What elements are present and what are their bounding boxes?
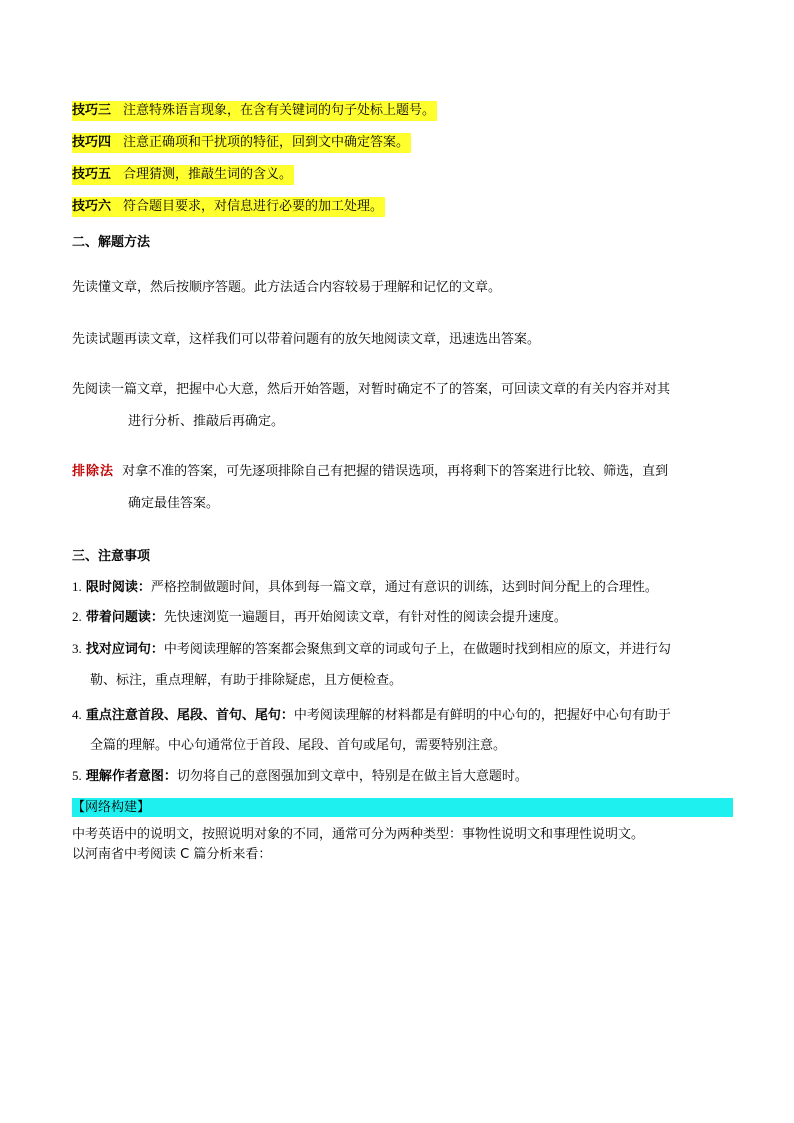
network-line-2: 以河南省中考阅读 C 篇分析来看： (72, 847, 272, 862)
tip-3 (72, 101, 437, 121)
method-paragraph-1: 先读懂文章，然后按顺序答题。此方法适合内容较易于理解和记忆的文章。 (72, 280, 502, 295)
tip-label: 技巧三 (72, 103, 112, 118)
note-item-1 (72, 577, 658, 598)
note-label: 带着问题读： (85, 610, 164, 625)
network-section-bar (72, 798, 733, 817)
section-heading-notes: 三、注意事项 (72, 549, 151, 564)
tip-text: 注意正确项和干扰项的特征，回到文中确定答案。 (123, 135, 410, 150)
tip-text: 注意特殊语言现象，在含有关键词的句子处标上题号。 (123, 103, 436, 118)
note-label: 找对应词句： (85, 642, 164, 657)
tip-5 (72, 165, 294, 185)
note-text: 严格控制做题时间，具体到每一篇文章，通过有意识的训练，达到时间分配上的合理性。 (150, 580, 658, 595)
note-label: 重点注意首段、尾段、首句、尾句： (85, 708, 294, 723)
network-section-title: 【网络构建】 (72, 800, 151, 815)
method-paragraph-2: 先读试题再读文章，这样我们可以带着问题有的放矢地阅读文章，迅速选出答案。 (72, 332, 541, 347)
note-number: 1. (72, 579, 82, 594)
note-text: 中考阅读理解的答案都会聚焦到文章的词或句子上，在做题时找到相应的原文，并进行勾 (163, 642, 671, 657)
note-number: 2. (72, 609, 82, 624)
note-text: 中考阅读理解的材料都是有鲜明的中心句的，把握好中心句有助于 (293, 708, 671, 723)
tip-4 (72, 133, 411, 153)
tip-label: 技巧六 (72, 199, 112, 214)
section-heading-methods: 二、解题方法 (72, 235, 151, 250)
elimination-method-label: 排除法 (72, 464, 115, 479)
tip-text: 符合题目要求，对信息进行必要的加工处理。 (123, 199, 384, 214)
tip-text: 合理猜测，推敲生词的含义。 (123, 167, 293, 182)
note-text: 先快速浏览一遍题目，再开始阅读文章，有针对性的阅读会提升速度。 (163, 610, 567, 625)
tip-6 (72, 197, 385, 217)
method-paragraph-3-line-2: 进行分析、推敲后再确定。 (128, 414, 285, 429)
method-paragraph-4-line-1 (72, 462, 668, 482)
method-paragraph-4-text: 对拿不准的答案，可先逐项排除自己有把握的错误选项，再将剩下的答案进行比较、筛选，直到 (122, 464, 669, 479)
note-item-2 (72, 607, 567, 628)
note-item-4-continuation: 全篇的理解。中心句通常位于首段、尾段、首句或尾句，需要特别注意。 (90, 738, 507, 753)
network-line-1: 中考英语中的说明文，按照说明对象的不同，通常可分为两种类型：事物性说明文和事理性说明文。 (72, 827, 645, 842)
tip-label: 技巧四 (72, 135, 112, 150)
note-item-5 (72, 766, 528, 787)
note-number: 3. (72, 641, 82, 656)
tip-label: 技巧五 (72, 167, 112, 182)
note-number: 5. (72, 768, 82, 783)
note-label: 限时阅读： (85, 580, 151, 595)
note-item-4 (72, 705, 671, 726)
note-text: 切勿将自己的意图强加到文章中，特别是在做主旨大意题时。 (176, 769, 528, 784)
method-paragraph-4-line-2: 确定最佳答案。 (128, 496, 220, 511)
note-item-3 (72, 639, 671, 660)
note-label: 理解作者意图： (85, 769, 177, 784)
note-number: 4. (72, 707, 82, 722)
note-item-3-continuation: 勒、标注，重点理解，有助于排除疑虑，且方便检查。 (90, 673, 403, 688)
method-paragraph-3-line-1: 先阅读一篇文章，把握中心大意，然后开始答题，对暂时确定不了的答案，可回读文章的有关内容并对其 (72, 382, 671, 397)
